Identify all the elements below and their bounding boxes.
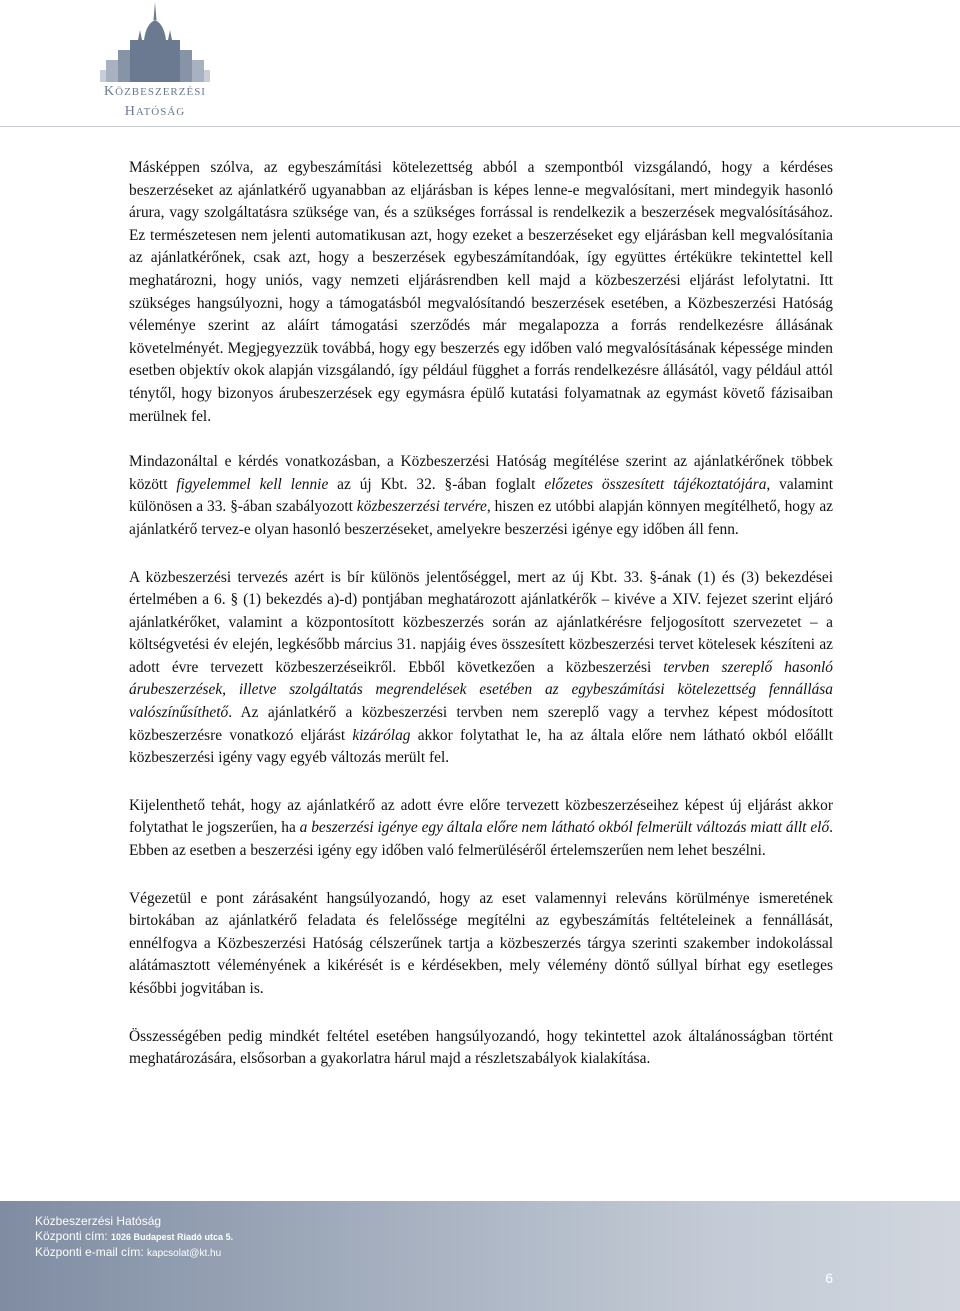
page-number: 6 bbox=[825, 1270, 833, 1286]
logo-word: ÖZBESZERZÉSI bbox=[115, 86, 206, 98]
parliament-dome-icon bbox=[100, 0, 210, 82]
footer-org-name: Közbeszerzési Hatóság bbox=[35, 1214, 162, 1228]
header-divider bbox=[0, 126, 960, 127]
logo-word: ATÓSÁG bbox=[135, 106, 186, 118]
page-footer bbox=[0, 1201, 960, 1311]
paragraph-6: Összességében pedig mindkét feltétel esetében hangsúlyozandó, hogy tekintettel azok általánosságban történt meghatározására, elsősorban a gyakorlatra hárul majd a részletszabályok kialakítása. bbox=[129, 1027, 833, 1068]
paragraph-4: Kijelenthető tehát, hogy az ajánlatkérő az adott évre előre tervezett közbeszerzéseihez képest új eljárást akkor folytathat le jogszerűen, ha a beszerzési igénye egy általa előre nem látható okból felmerült változás miatt állt elő. Ebben az esetben a beszerzési igény egy időben való felmerüléséről értelemszerűen nem lehet beszélni. bbox=[129, 796, 833, 860]
footer-email: Központi e-mail cím: kapcsolat@kt.hu bbox=[35, 1245, 222, 1259]
paragraph-2: Mindazonáltal e kérdés vonatkozásban, a Közbeszerzési Hatóság megítélése szerint az ajánlatkérőnek többek között figyelemmel kell lennie az új Kbt. 32. §-ában foglalt előzetes összesített tájékoztatójára, valamint különösen a 33. §-ában szabályozott közbeszerzési tervére, hiszen ez utóbbi alapján könnyen megítélhető, hogy az ajánlatkérő tervez-e olyan hasonló beszerzéseket, amelyekre beszerzési igénye egy időben áll fenn. bbox=[129, 453, 833, 538]
document-body bbox=[129, 157, 833, 1096]
logo-initial: H bbox=[124, 104, 136, 119]
logo-text bbox=[80, 82, 230, 122]
paragraph-1: Másképpen szólva, az egybeszámítási kötelezettség abból a szempontból vizsgálandó, hogy a kérdéses beszerzéseket az ajánlatkérő ugyanabban az eljárásban is képes lenne-e megvalósítani, mert mindegyik hasonló árura, vagy szolgáltatásra szüksége van, és a szükséges forrással is rendelkezik a beszerzések megvalósításához. Ez természetesen nem jelenti automatikusan azt, hogy ezeket a beszerzéseket egy eljárásban kell megvalósítania az ajánlatkérőnek, csak azt, hogy a beszerzések egybeszámítandóak, így együttes értékükre tekintettel kell meghatározni, hogy uniós, vagy nemzeti eljárásrendben kell majd a közbeszerzési eljárást lefolytatni. Itt szükséges hangsúlyozni, hogy a támogatásból megvalósítandó beszerzések esetében, a Közbeszerzési Hatóság véleménye szerint az aláírt támogatási szerződés már megalapozza a forrás rendelkezésre állásának követelményét. Megjegyezzük továbbá, hogy egy beszerzés egy időben való megvalósításának képessége minden esetben objektív okok alapján vizsgálandó, így például függhet a forrás rendelkezésre állásától, vagy például attól ténytől, hogy bizonyos árubeszerzések egy egymásra épülő kutatási folyamatnak az egymást követő fázisaiban merülnek fel. bbox=[129, 159, 833, 425]
footer-address: Központi cím: 1026 Budapest Riadó utca 5. bbox=[35, 1229, 234, 1243]
paragraph-3: A közbeszerzési tervezés azért is bír különös jelentőséggel, mert az új Kbt. 33. §-ának (1) és (3) bekezdései értelmében a 6. § (1) bekezdés a)-d) pontjában meghatározott ajánlatkérők – kivéve a XIV. fejezet szerint eljáró ajánlatkérőket, valamint a központosított közbeszerzés során az ajánlatkérésre feljogosított szervezetet – a költségvetési év elején, legkésőbb március 31. napjáig éves összesített közbeszerzési tervet kötelesek készíteni az adott évre tervezett közbeszerzéseikről. Ebből következően a közbeszerzési tervben szereplő hasonló árubeszerzések, illetve szolgáltatás megrendelések esetében az egybeszámítási kötelezettség fennállása valószínűsíthető. Az ajánlatkérő a közbeszerzési tervben nem szereplő vagy a tervhez képest módosított közbeszerzésre vonatkozó eljárást kizárólag akkor folytathat le, ha az általa előre nem látható okból előállt közbeszerzési igény vagy egyéb változás merült fel. bbox=[129, 568, 833, 767]
logo bbox=[80, 0, 230, 130]
logo-initial: K bbox=[104, 84, 116, 99]
paragraph-5: Végezetül e pont zárásaként hangsúlyozandó, hogy az eset valamennyi releváns körülménye ismeretének birtokában az ajánlatkérő feladata és felelőssége megítélni az egybeszámítás feltételeinek a fennállását, ennélfogva a Közbeszerzési Hatóság célszerűnek tartja a közbeszerzés tárgya szerinti szakember indokolással alátámasztott véleményének a kikérését is e kérdésekben, mely vélemény döntő súllyal bírhat egy esetleges későbbi jogvitában is. bbox=[129, 889, 833, 997]
